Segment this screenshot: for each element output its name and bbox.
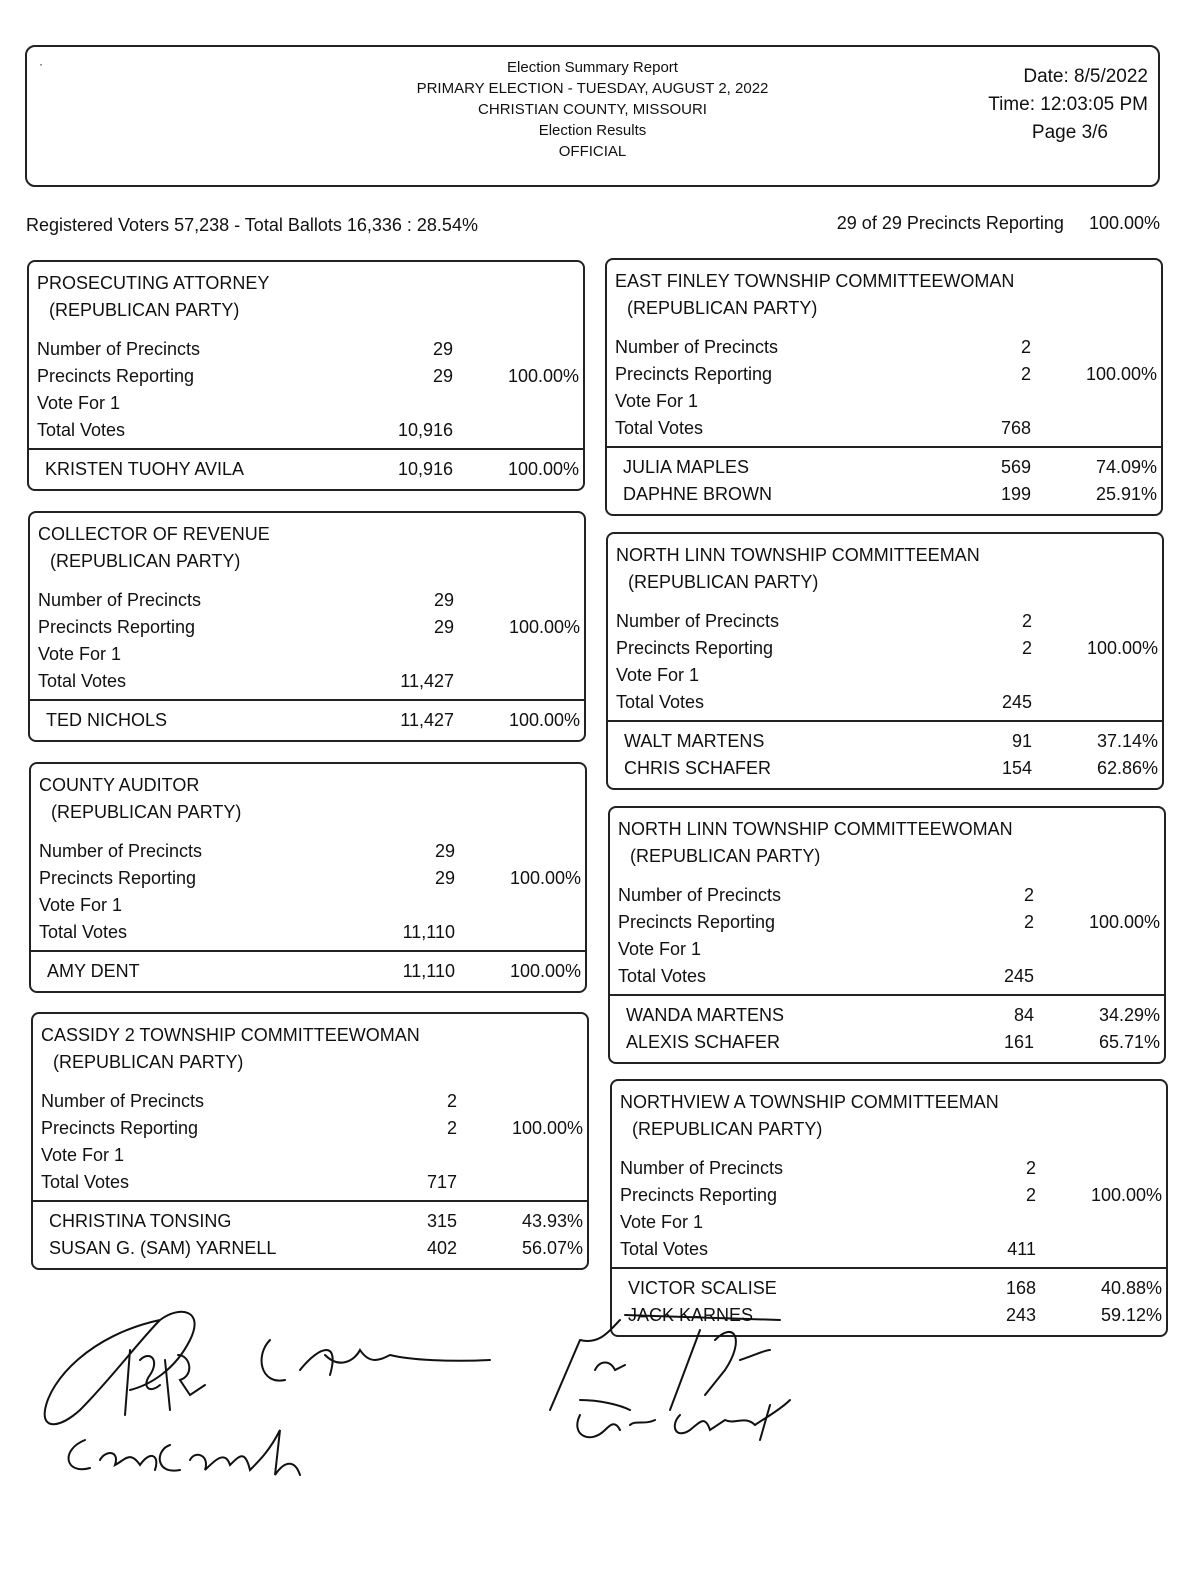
candidate-name: CHRISTINA TONSING bbox=[49, 1211, 232, 1231]
candidate-list bbox=[610, 996, 1164, 1062]
precincts-reporting-label: Precincts Reporting bbox=[618, 912, 776, 932]
precincts-reporting-row bbox=[37, 363, 583, 390]
num-precincts-label: Number of Precincts bbox=[37, 339, 201, 359]
vote-for-row bbox=[616, 662, 1162, 689]
precincts-reporting-value: 29 bbox=[432, 366, 453, 386]
race-office: CASSIDY 2 TOWNSHIP COMMITTEEWOMAN bbox=[41, 1025, 420, 1045]
candidate-name: ALEXIS SCHAFER bbox=[626, 1032, 781, 1052]
race-title bbox=[612, 1081, 1166, 1143]
race-party: (REPUBLICAN PARTY) bbox=[628, 572, 819, 592]
candidate-pct: 100.00% bbox=[509, 961, 581, 981]
total-votes-row bbox=[616, 689, 1162, 716]
report-meta bbox=[988, 63, 1148, 147]
vote-for-label: Vote For 1 bbox=[616, 665, 700, 685]
precincts-reporting-row bbox=[615, 361, 1161, 388]
race-title bbox=[33, 1014, 587, 1076]
race-stats bbox=[612, 1143, 1166, 1263]
race-stats bbox=[608, 596, 1162, 716]
precincts-reporting-row bbox=[38, 614, 584, 641]
total-votes-row bbox=[37, 417, 583, 444]
precincts-reporting-row bbox=[616, 635, 1162, 662]
candidate-list bbox=[30, 701, 584, 740]
candidate-row bbox=[49, 1208, 587, 1235]
candidate-pct: 62.86% bbox=[1096, 758, 1158, 778]
race-office: NORTHVIEW A TOWNSHIP COMMITTEEMAN bbox=[620, 1092, 999, 1112]
num-precincts-value: 29 bbox=[433, 590, 454, 610]
total-votes-label: Total Votes bbox=[620, 1239, 709, 1259]
signature-left bbox=[30, 1300, 510, 1500]
candidate-row bbox=[628, 1275, 1166, 1302]
num-precincts-value: 29 bbox=[432, 339, 453, 359]
total-votes-row bbox=[41, 1169, 587, 1196]
candidate-pct: 74.09% bbox=[1095, 457, 1157, 477]
candidate-votes: 569 bbox=[1000, 457, 1031, 477]
scan-speck: · bbox=[39, 57, 43, 71]
race-office: PROSECUTING ATTORNEY bbox=[37, 273, 270, 293]
total-votes-value: 245 bbox=[1003, 966, 1034, 986]
vote-for-label: Vote For 1 bbox=[41, 1145, 125, 1165]
candidate-name: WALT MARTENS bbox=[624, 731, 765, 751]
race-title bbox=[608, 534, 1162, 596]
candidate-name: TED NICHOLS bbox=[46, 710, 168, 730]
vote-for-label: Vote For 1 bbox=[620, 1212, 704, 1232]
vote-for-label: Vote For 1 bbox=[38, 644, 122, 664]
vote-for-row bbox=[39, 892, 585, 919]
total-votes-value: 717 bbox=[426, 1172, 457, 1192]
num-precincts-label: Number of Precincts bbox=[618, 885, 782, 905]
candidate-pct: 65.71% bbox=[1098, 1032, 1160, 1052]
total-votes-value: 10,916 bbox=[397, 420, 453, 440]
candidate-row bbox=[624, 755, 1162, 782]
precincts-reporting-label: Precincts Reporting bbox=[620, 1185, 778, 1205]
candidate-votes: 315 bbox=[426, 1211, 457, 1231]
candidate-votes: 11,110 bbox=[402, 961, 455, 981]
race-box bbox=[28, 511, 586, 742]
candidate-votes: 161 bbox=[1003, 1032, 1034, 1052]
candidate-row bbox=[45, 456, 583, 483]
candidate-pct: 40.88% bbox=[1100, 1278, 1162, 1298]
precincts-reporting-label: Precincts Reporting bbox=[615, 364, 773, 384]
precincts-reporting-value: 2 bbox=[1021, 638, 1032, 658]
precincts-reporting-row bbox=[41, 1115, 587, 1142]
registered-voters-summary: Registered Voters 57,238 - Total Ballots 16,336 : 28.54% bbox=[26, 215, 478, 235]
total-votes-label: Total Votes bbox=[618, 966, 707, 986]
candidate-name: SUSAN G. (SAM) YARNELL bbox=[49, 1238, 277, 1258]
candidate-votes: 91 bbox=[1011, 731, 1032, 751]
race-party: (REPUBLICAN PARTY) bbox=[51, 802, 242, 822]
page-number: Page 3/6 bbox=[1031, 122, 1108, 143]
vote-for-label: Vote For 1 bbox=[618, 939, 702, 959]
num-precincts-row bbox=[615, 334, 1161, 361]
candidate-votes: 168 bbox=[1005, 1278, 1036, 1298]
num-precincts-value: 29 bbox=[434, 841, 455, 861]
precincts-reporting-label: Precincts Reporting bbox=[41, 1118, 199, 1138]
race-box bbox=[605, 258, 1163, 516]
precincts-reporting-row bbox=[620, 1182, 1166, 1209]
num-precincts-value: 2 bbox=[1021, 611, 1032, 631]
num-precincts-value: 2 bbox=[1020, 337, 1031, 357]
race-party: (REPUBLICAN PARTY) bbox=[49, 300, 240, 320]
vote-for-label: Vote For 1 bbox=[615, 391, 699, 411]
race-party: (REPUBLICAN PARTY) bbox=[632, 1119, 823, 1139]
candidate-row bbox=[624, 728, 1162, 755]
precincts-reporting-text: 29 of 29 Precincts Reporting bbox=[836, 213, 1064, 233]
precincts-reporting-pct: 100.00% bbox=[508, 617, 580, 637]
candidate-list bbox=[607, 448, 1161, 514]
total-votes-label: Total Votes bbox=[616, 692, 705, 712]
precincts-reporting-label: Precincts Reporting bbox=[39, 868, 197, 888]
race-title bbox=[610, 808, 1164, 870]
precincts-reporting-value: 2 bbox=[446, 1118, 457, 1138]
race-office: NORTH LINN TOWNSHIP COMMITTEEWOMAN bbox=[618, 819, 1013, 839]
race-stats bbox=[30, 575, 584, 695]
candidate-name: JACK KARNES bbox=[628, 1305, 754, 1325]
candidate-row bbox=[49, 1235, 587, 1262]
num-precincts-label: Number of Precincts bbox=[39, 841, 203, 861]
candidate-list bbox=[33, 1202, 587, 1268]
race-title bbox=[30, 513, 584, 575]
total-votes-label: Total Votes bbox=[615, 418, 704, 438]
total-votes-row bbox=[615, 415, 1161, 442]
total-votes-label: Total Votes bbox=[41, 1172, 130, 1192]
total-votes-label: Total Votes bbox=[39, 922, 128, 942]
report-title: Election Summary Report bbox=[507, 59, 678, 76]
race-stats bbox=[29, 324, 583, 444]
num-precincts-label: Number of Precincts bbox=[615, 337, 779, 357]
num-precincts-row bbox=[616, 608, 1162, 635]
vote-for-label: Vote For 1 bbox=[39, 895, 123, 915]
candidate-list bbox=[29, 450, 583, 489]
race-box bbox=[606, 532, 1164, 790]
candidate-pct: 43.93% bbox=[521, 1211, 583, 1231]
total-votes-row bbox=[39, 919, 585, 946]
election-name: PRIMARY ELECTION - TUESDAY, AUGUST 2, 2022 bbox=[416, 80, 769, 97]
candidate-row bbox=[623, 481, 1161, 508]
candidate-votes: 402 bbox=[426, 1238, 457, 1258]
candidate-row bbox=[626, 1002, 1164, 1029]
report-header bbox=[25, 45, 1160, 187]
vote-for-row bbox=[620, 1209, 1166, 1236]
precincts-reporting-row bbox=[39, 865, 585, 892]
candidate-votes: 84 bbox=[1013, 1005, 1034, 1025]
race-box bbox=[610, 1079, 1168, 1337]
precincts-reporting-pct: 100.00% bbox=[1090, 1185, 1162, 1205]
candidate-name: KRISTEN TUOHY AVILA bbox=[45, 459, 245, 479]
report-time: Time: 12:03:05 PM bbox=[988, 94, 1148, 115]
race-box bbox=[608, 806, 1166, 1064]
precincts-reporting-value: 2 bbox=[1025, 1185, 1036, 1205]
candidate-name: DAPHNE BROWN bbox=[623, 484, 773, 504]
report-date: Date: 8/5/2022 bbox=[1023, 66, 1148, 87]
num-precincts-row bbox=[620, 1155, 1166, 1182]
candidate-votes: 243 bbox=[1005, 1305, 1036, 1325]
candidate-pct: 56.07% bbox=[521, 1238, 583, 1258]
candidate-name: VICTOR SCALISE bbox=[628, 1278, 777, 1298]
num-precincts-row bbox=[41, 1088, 587, 1115]
candidate-pct: 59.12% bbox=[1100, 1305, 1162, 1325]
vote-for-row bbox=[38, 641, 584, 668]
race-stats bbox=[31, 826, 585, 946]
candidate-pct: 100.00% bbox=[508, 710, 580, 730]
total-votes-value: 768 bbox=[1000, 418, 1031, 438]
race-office: COLLECTOR OF REVENUE bbox=[38, 524, 270, 544]
num-precincts-row bbox=[37, 336, 583, 363]
precincts-reporting-pct: 100.00% bbox=[1088, 912, 1160, 932]
total-votes-value: 11,427 bbox=[400, 671, 454, 691]
vote-for-row bbox=[615, 388, 1161, 415]
candidate-pct: 34.29% bbox=[1098, 1005, 1160, 1025]
candidate-row bbox=[626, 1029, 1164, 1056]
precincts-reporting-label: Precincts Reporting bbox=[38, 617, 196, 637]
race-office: COUNTY AUDITOR bbox=[39, 775, 200, 795]
num-precincts-label: Number of Precincts bbox=[38, 590, 202, 610]
race-office: NORTH LINN TOWNSHIP COMMITTEEMAN bbox=[616, 545, 980, 565]
report-type: Election Results bbox=[538, 122, 647, 139]
num-precincts-row bbox=[39, 838, 585, 865]
race-box bbox=[31, 1012, 589, 1270]
num-precincts-value: 2 bbox=[1023, 885, 1034, 905]
total-votes-row bbox=[38, 668, 584, 695]
precincts-reporting-pct: 100.00% bbox=[509, 868, 581, 888]
num-precincts-row bbox=[38, 587, 584, 614]
race-party: (REPUBLICAN PARTY) bbox=[53, 1052, 244, 1072]
report-status: OFFICIAL bbox=[558, 143, 627, 160]
total-votes-row bbox=[620, 1236, 1166, 1263]
candidate-votes: 11,427 bbox=[400, 710, 454, 730]
total-votes-value: 245 bbox=[1001, 692, 1032, 712]
total-votes-value: 11,110 bbox=[402, 922, 455, 942]
precincts-reporting-row bbox=[618, 909, 1164, 936]
precincts-reporting-pct: 100.00% bbox=[511, 1118, 583, 1138]
total-votes-value: 411 bbox=[1007, 1239, 1036, 1259]
signature-right bbox=[540, 1300, 820, 1460]
race-box bbox=[29, 762, 587, 993]
precincts-reporting-label: Precincts Reporting bbox=[616, 638, 774, 658]
candidate-name: WANDA MARTENS bbox=[626, 1005, 785, 1025]
race-office: EAST FINLEY TOWNSHIP COMMITTEEWOMAN bbox=[615, 271, 1015, 291]
race-party: (REPUBLICAN PARTY) bbox=[627, 298, 818, 318]
precincts-summary bbox=[817, 213, 1160, 234]
num-precincts-label: Number of Precincts bbox=[620, 1158, 784, 1178]
vote-for-label: Vote For 1 bbox=[37, 393, 121, 413]
total-votes-label: Total Votes bbox=[38, 671, 127, 691]
race-stats bbox=[607, 322, 1161, 442]
num-precincts-label: Number of Precincts bbox=[616, 611, 780, 631]
candidate-votes: 154 bbox=[1001, 758, 1032, 778]
total-votes-row bbox=[618, 963, 1164, 990]
candidate-pct: 100.00% bbox=[507, 459, 579, 479]
race-party: (REPUBLICAN PARTY) bbox=[50, 551, 241, 571]
race-title bbox=[607, 260, 1161, 322]
candidate-row bbox=[46, 707, 584, 734]
candidate-name: AMY DENT bbox=[47, 961, 140, 981]
county-name: CHRISTIAN COUNTY, MISSOURI bbox=[478, 101, 707, 118]
total-votes-label: Total Votes bbox=[37, 420, 126, 440]
precincts-reporting-value: 2 bbox=[1020, 364, 1031, 384]
race-title bbox=[31, 764, 585, 826]
num-precincts-value: 2 bbox=[446, 1091, 457, 1111]
vote-for-row bbox=[37, 390, 583, 417]
candidate-name: JULIA MAPLES bbox=[623, 457, 750, 477]
precincts-reporting-pct: 100.00% bbox=[1086, 638, 1158, 658]
race-stats bbox=[610, 870, 1164, 990]
race-party: (REPUBLICAN PARTY) bbox=[630, 846, 821, 866]
candidate-votes: 10,916 bbox=[397, 459, 453, 479]
race-box bbox=[27, 260, 585, 491]
precincts-reporting-value: 29 bbox=[433, 617, 454, 637]
race-title bbox=[29, 262, 583, 324]
candidate-row bbox=[47, 958, 585, 985]
race-stats bbox=[33, 1076, 587, 1196]
precincts-reporting-pct: 100.00% bbox=[1088, 213, 1160, 233]
vote-for-row bbox=[41, 1142, 587, 1169]
num-precincts-value: 2 bbox=[1025, 1158, 1036, 1178]
candidate-row bbox=[623, 454, 1161, 481]
candidate-list bbox=[31, 952, 585, 991]
candidate-list bbox=[608, 722, 1162, 788]
candidate-pct: 37.14% bbox=[1096, 731, 1158, 751]
vote-for-row bbox=[618, 936, 1164, 963]
precincts-reporting-value: 29 bbox=[434, 868, 455, 888]
num-precincts-row bbox=[618, 882, 1164, 909]
precincts-reporting-pct: 100.00% bbox=[507, 366, 579, 386]
precincts-reporting-label: Precincts Reporting bbox=[37, 366, 195, 386]
precincts-reporting-pct: 100.00% bbox=[1085, 364, 1157, 384]
candidate-pct: 25.91% bbox=[1095, 484, 1157, 504]
precincts-reporting-value: 2 bbox=[1023, 912, 1034, 932]
candidate-votes: 199 bbox=[1000, 484, 1031, 504]
num-precincts-label: Number of Precincts bbox=[41, 1091, 205, 1111]
candidate-name: CHRIS SCHAFER bbox=[624, 758, 772, 778]
